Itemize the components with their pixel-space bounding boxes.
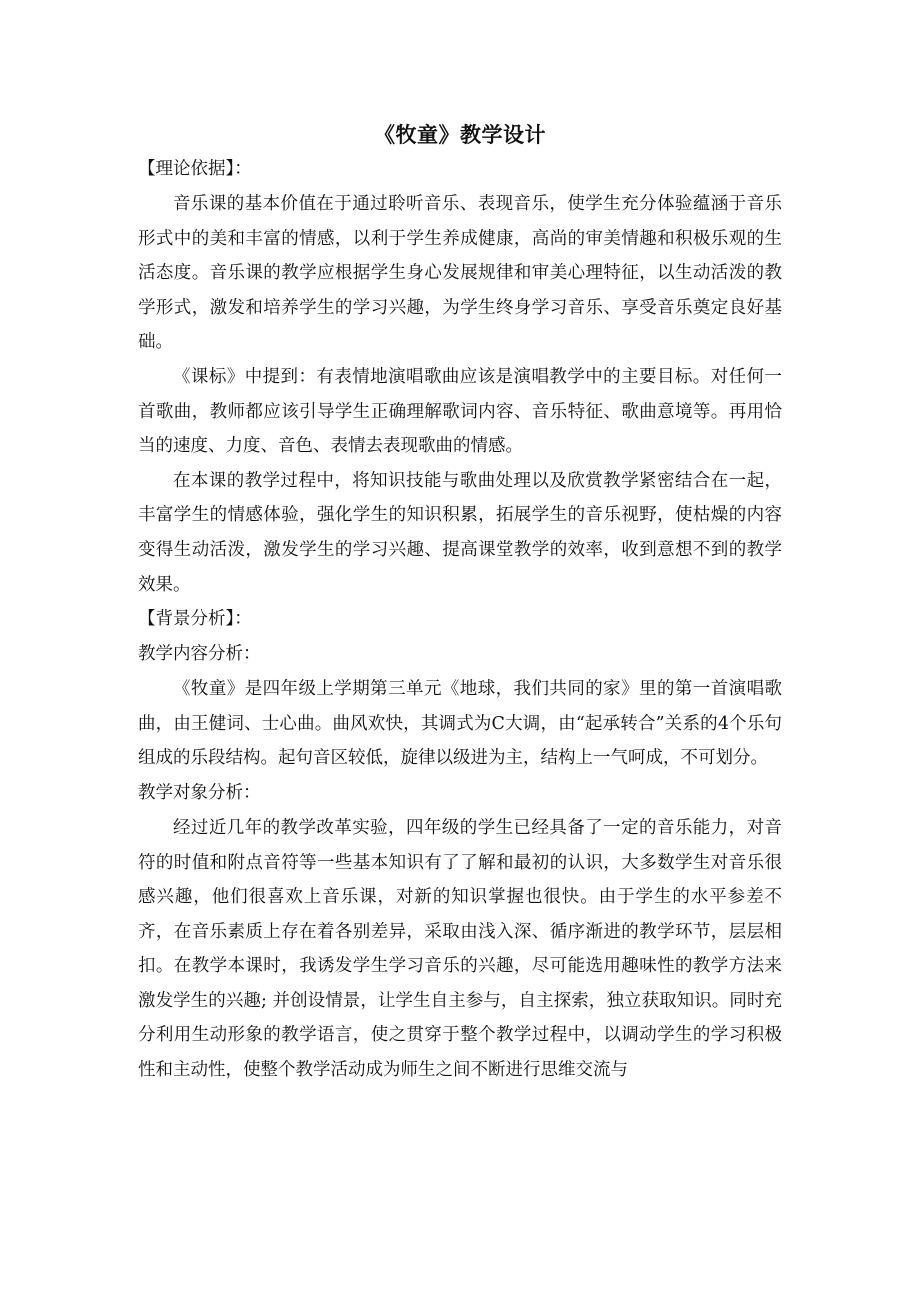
theory-paragraph-1: 音乐课的基本价值在于通过聆听音乐、表现音乐，使学生充分体验蕴涵于音乐形式中的美和丰富的情感，以利于学生养成健康，高尚的审美情趣和积极乐观的生活态度。音乐课的教学应根据学生身心发展规律和审美心理特征，以生动活泼的教学形式，激发和培养学生的学习兴趣，为学生终身学习音乐、享受音乐奠定良好基础。 [138,194,782,353]
document-title: 《牧童》教学设计 [374,122,546,147]
content-analysis-label: 教学内容分析： [138,644,261,665]
theory-paragraph-3: 在本课的教学过程中，将知识技能与歌曲处理以及欣赏教学紧密结合在一起，丰富学生的情感体验，强化学生的知识积累，拓展学生的音乐视野，使枯燥的内容变得生动活泼，激发学生的学习兴趣、提高课堂教学的效率，收到意想不到的教学效果。 [138,470,782,595]
document-body [138,118,782,1088]
section-heading-theory: 【理论依据】： [138,159,252,179]
section-heading-background: 【背景分析】： [138,609,252,630]
content-analysis-paragraph: 《牧童》是四年级上学期第三单元《地球，我们共同的家》里的第一首演唱歌曲，由王健词、士心曲。曲风欢快，其调式为C大调，由“起承转合”关系的4个乐句组成的乐段结构。起句音区较低，旋律以级进为主，结构上一气呵成，不可划分。 [138,679,782,769]
audience-analysis-paragraph: 经过近几年的教学改革实验，四年级的学生已经具备了一定的音乐能力，对音符的时值和附点音符等一些基本知识有了了解和最初的认识，大多数学生对音乐很感兴趣，他们很喜欢上音乐课，对新的知识掌握也很快。由于学生的水平参差不齐，在音乐素质上存在着各别差异，采取由浅入深、循序渐进的教学环节，层层相扣。在教学本课时，我诱发学生学习音乐的兴趣，尽可能选用趣味性的教学方法来激发学生的兴趣; 并创设情景，让学生自主参与，自主探索，独立获取知识。同时充分利用生动形象的教学语言，使之贯穿于整个教学过程中，以调动学生的学习积极性和主动性，使整个教学活动成为师生之间不断进行思维交流与 [138,817,782,1081]
audience-analysis-label: 教学对象分析： [138,782,261,803]
theory-paragraph-2: 《课标》中提到：有表情地演唱歌曲应该是演唱教学中的主要目标。对任何一首歌曲，教师都应该引导学生正确理解歌词内容、音乐特征、歌曲意境等。再用恰当的速度、力度、音色、表情去表现歌曲的情感。 [138,366,782,457]
